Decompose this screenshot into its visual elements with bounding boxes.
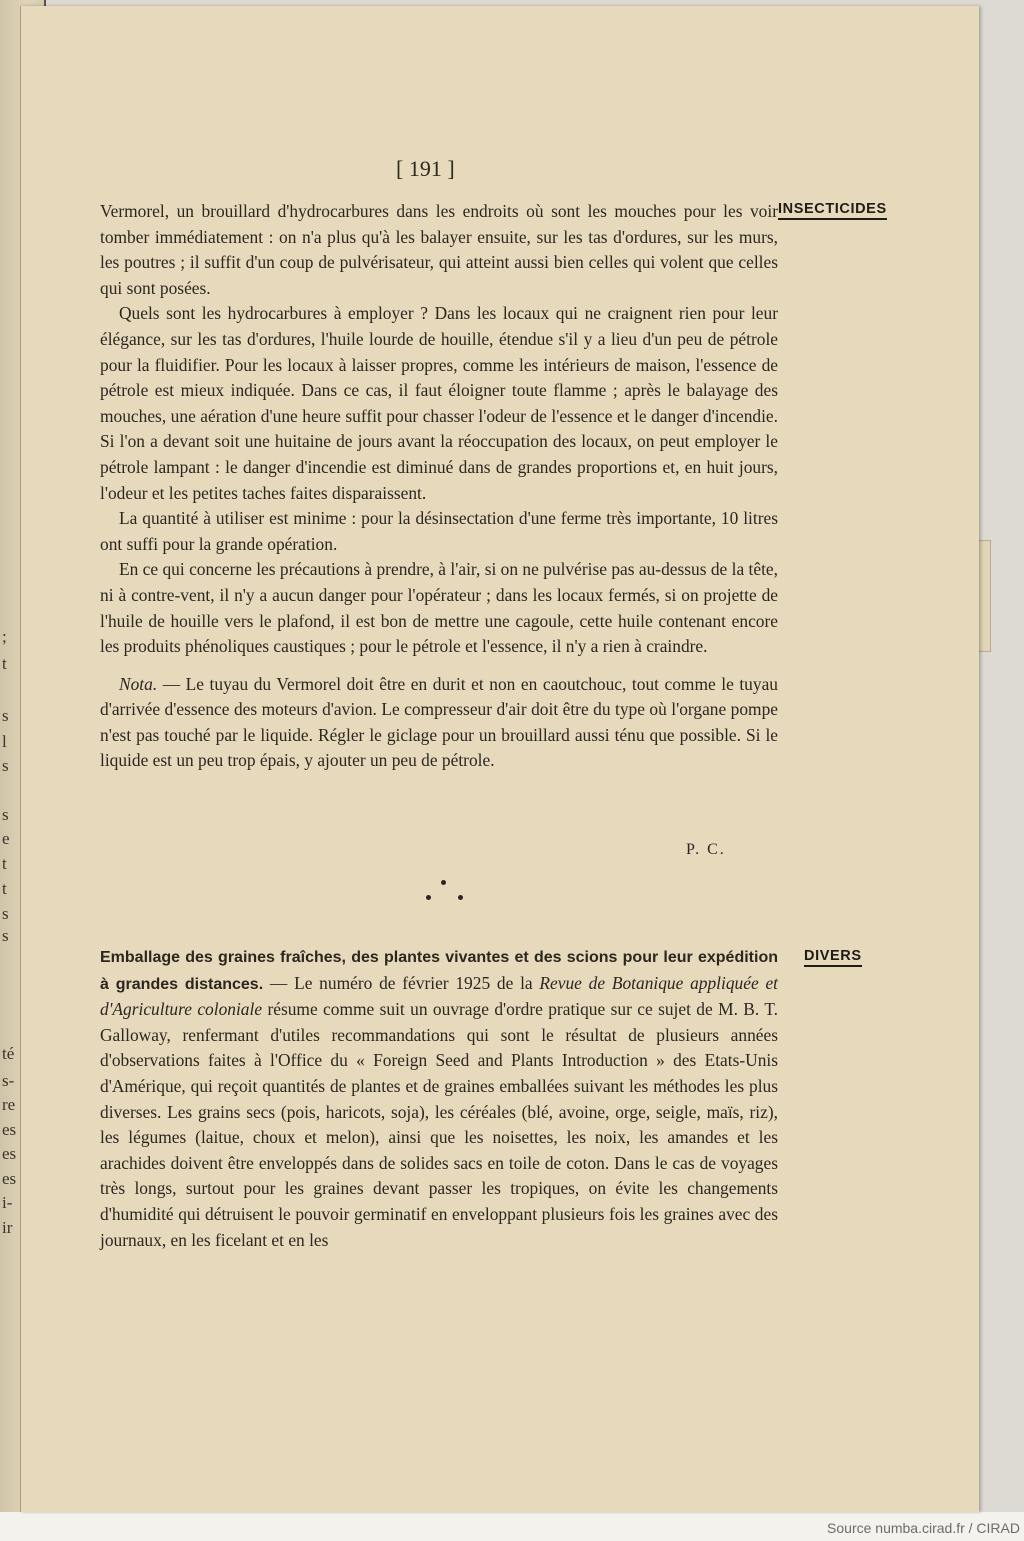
left-page-fragment: l: [2, 732, 7, 751]
left-page-fragment: i-: [2, 1193, 13, 1212]
left-page-fragment: s: [2, 926, 9, 945]
left-page-fragment: ;: [2, 627, 7, 646]
source-credit: Source numba.cirad.fr / CIRAD: [827, 1520, 1020, 1536]
journal-title: Revue de Botanique appliquée et d'Agriculture coloniale: [100, 972, 778, 1020]
nota-label: Nota.: [119, 673, 158, 694]
left-page-fragment: re: [2, 1095, 16, 1114]
asterism-dot: [441, 880, 446, 885]
left-page-fragment: s: [2, 904, 9, 923]
paragraph: Quels sont les hydrocarbures à employer ? Dans les locaux qui ne craignent rien pour leur élégance, sur les tas d'ordures, l'huile lourde de houille, étendue s'il y a lieu d'un peu de pétrole pour la fluidifier. Pour les locaux à laisser propres, comme les intérieurs de maison, l'essence de pétrole est mieux indiquée. Dans ce cas, il faut éloigner toute flamme ; après le balayage des mouches, une aération d'une heure suffit pour chasser l'odeur de l'essence et le danger d'incendie. Si l'on a devant soit une huitaine de jours avant la réoccupation des locaux, on peut employer le pétrole lampant : le danger d'incendie est diminué dans de grandes proportions et, en huit jours, l'odeur et les petites taches faites disparaissent.: [100, 303, 778, 503]
left-page-fragment: es: [2, 1120, 17, 1139]
left-page-fragment: es: [2, 1144, 17, 1163]
left-page-fragment: s: [2, 756, 9, 775]
left-page-fragment: s-: [2, 1071, 15, 1090]
body-text: résume comme suit un ouvrage d'ordre pratique sur ce sujet de M. B. T. Galloway, renfermant d'utiles recommandations qui sont le résultat de plusieurs années d'observations faites à l'Office du « Foreign Seed and Plants Introduction » des Etats-Unis d'Amérique, qui reçoit quantités de plantes et de graines emballées suivant les méthodes les plus diverses. Les grains secs (pois, haricots, soja), les céréales (blé, avoine, orge, seigle, maïs, riz), les légumes (laitue, choux et melon), ainsi que les noisettes, les noix, les amandes et les arachides doivent être enveloppés dans de solides sacs en toile de coton. Dans le cas de voyages très longs, surtout pour les graines devant passer les tropiques, on évite les changements d'humidité qui détruisent le pouvoir germinatif en enveloppant plusieurs fois les graines avec des journaux, en les ficelant et en les: [100, 999, 779, 1250]
paragraph: [100, 944, 778, 1253]
left-page-fragment: es: [2, 1169, 17, 1188]
left-page-fragment: s: [2, 805, 9, 824]
left-page-fragment: té: [2, 1044, 15, 1063]
section-heading: Emballage des graines fraîches, des plantes vivantes et des scions pour leur expédition à grandes distances.: [100, 949, 778, 993]
paragraph: La quantité à utiliser est minime : pour la désinsectation d'une ferme très importante, 10 litres ont suffi pour la grande opération.: [100, 508, 778, 554]
asterism-dot: [458, 895, 463, 900]
page-number: [ 191 ]: [396, 156, 455, 181]
insecticides-section: [100, 199, 778, 774]
left-page-fragment: ir: [2, 1218, 13, 1237]
nota-text: — Le tuyau du Vermorel doit être en durit et non en caoutchouc, tout comme le tuyau d'arrivée d'essence des moteurs d'avion. Le compresseur d'air doit être du type où l'organe pompe n'est pas touché par le liquide. Régler le giclage pour un brouillard aussi ténu que possible. Si le liquide est un peu trop épais, y ajouter un peu de pétrole.: [100, 673, 778, 771]
intro-text: — Le numéro de février 1925 de la: [263, 972, 540, 993]
asterism-dot: [426, 895, 431, 900]
section-separator-asterism: [420, 880, 470, 910]
left-page-fragment: t: [2, 854, 7, 873]
margin-label-divers: DIVERS: [804, 948, 862, 967]
left-page-fragment: s: [2, 706, 9, 725]
left-page-fragment: t: [2, 654, 7, 673]
paragraph: Vermorel, un brouillard d'hydrocarbures dans les endroits où sont les mouches pour les voir tomber immédiatement : on n'a plus qu'à les balayer ensuite, sur les tas d'ordures, sur les murs, les poutres ; il suffit d'un coup de pulvérisateur, qui atteint aussi bien celles qui volent que celles qui sont posées.: [100, 201, 778, 298]
left-page-fragment: t: [2, 879, 7, 898]
left-page-fragment: e: [2, 829, 10, 848]
author-signature: P. C.: [686, 841, 726, 858]
margin-label-insecticides: INSECTICIDES: [778, 201, 887, 220]
divers-section: [100, 944, 778, 1253]
paragraph: En ce qui concerne les précautions à prendre, à l'air, si on ne pulvérise pas au-dessus de la tête, ni à contre-vent, il n'y a aucun danger pour l'opérateur ; dans les locaux fermés, si on projette de l'huile de houille vers le plafond, il est bon de mettre une cagoule, cette huile contenant encore les produits phénoliques caustiques ; pour le pétrole et l'essence, il n'y a rien à craindre.: [100, 559, 778, 657]
nota-paragraph: [100, 672, 778, 774]
